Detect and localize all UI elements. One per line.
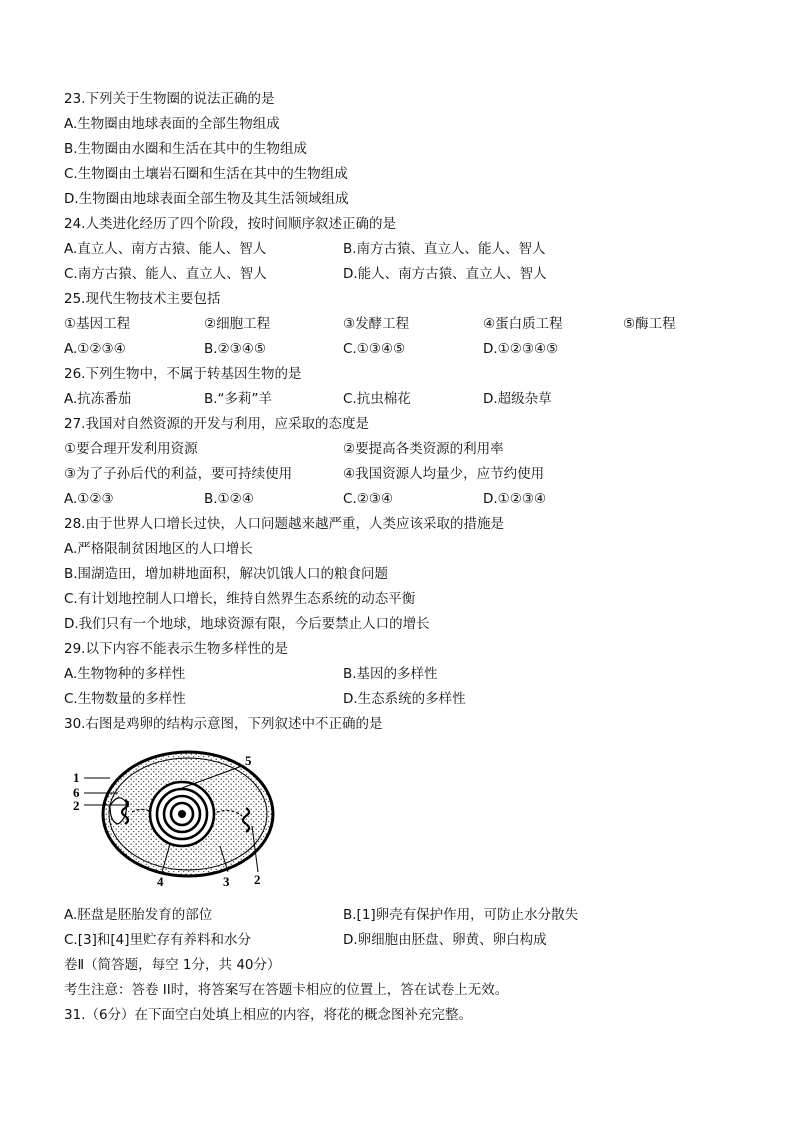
q23-option-d: D.生物圈由地球表面全部生物及其生活领域组成 [64, 191, 349, 207]
q27-option-a: A.①②③ [64, 491, 114, 507]
q25-item-3: ③发酵工程 [343, 316, 410, 332]
q30-option-b: B.[1]卵壳有保护作用，可防止水分散失 [343, 907, 579, 923]
q27-item-2: ②要提高各类资源的利用率 [343, 441, 504, 457]
q23-option-a: A.生物圈由地球表面的全部生物组成 [64, 116, 280, 132]
q26-stem: 26.下列生物中，不属于转基因生物的是 [64, 366, 302, 382]
q24-option-d: D.能人、南方古猿、直立人、智人 [343, 266, 547, 282]
q23-option-c: C.生物圈由土壤岩石圈和生活在其中的生物组成 [64, 166, 348, 182]
q27-option-d: D.①②③④ [483, 491, 547, 507]
q28-option-d: D.我们只有一个地球，地球资源有限，今后要禁止人口的增长 [64, 616, 430, 632]
q29-option-d: D.生态系统的多样性 [343, 691, 466, 707]
q29-option-b: B.基因的多样性 [343, 666, 438, 682]
q25-option-d: D.①②③④⑤ [483, 341, 559, 357]
label-4: 4 [157, 874, 164, 889]
q27-option-c: C.②③④ [343, 491, 394, 507]
section2-note: 考生注意：答卷 II时，将答案写在答题卡相应的位置上，答在试卷上无效。 [64, 982, 509, 998]
q26-option-c: C.抗虫棉花 [343, 391, 411, 407]
q23-option-b: B.生物圈由水圈和生活在其中的生物组成 [64, 141, 308, 157]
q28-option-a: A.严格限制贫困地区的人口增长 [64, 541, 253, 557]
germinal-disc [178, 810, 186, 818]
q31-stem: 31.（6分）在下面空白处填上相应的内容，将花的概念图补充完整。 [64, 1007, 473, 1023]
q26-option-d: D.超级杂草 [483, 391, 552, 407]
q25-option-a: A.①②③④ [64, 341, 126, 357]
q25-item-5: ⑤酶工程 [623, 316, 676, 332]
q27-option-b: B.①②④ [204, 491, 254, 507]
section2-title: 卷Ⅱ（简答题，每空 1分，共 40分） [64, 957, 281, 973]
q28-option-b: B.围湖造田，增加耕地面积，解决饥饿人口的粮食问题 [64, 566, 389, 582]
q25-option-c: C.①③④⑤ [343, 341, 406, 357]
q25-item-4: ④蛋白质工程 [483, 316, 563, 332]
q27-item-4: ④我国资源人均量少，应节约使用 [343, 466, 545, 482]
q30-option-c: C.[3]和[4]里贮存有养料和水分 [64, 932, 251, 948]
q29-option-c: C.生物数量的多样性 [64, 691, 186, 707]
q25-stem: 25.现代生物技术主要包括 [64, 291, 221, 307]
q25-item-2: ②细胞工程 [204, 316, 271, 332]
q29-option-a: A.生物物种的多样性 [64, 666, 186, 682]
q25-item-1: ①基因工程 [64, 316, 131, 332]
q30-stem: 30.右图是鸡卵的结构示意图，下列叙述中不正确的是 [64, 716, 383, 732]
label-2-left: 2 [73, 798, 80, 813]
label-6: 6 [73, 785, 80, 800]
q28-stem: 28.由于世界人口增长过快，人口问题越来越严重，人类应该采取的措施是 [64, 516, 504, 532]
label-3: 3 [223, 874, 230, 889]
q27-stem: 27.我国对自然资源的开发与利用，应采取的态度是 [64, 416, 369, 432]
label-2-right: 2 [254, 872, 261, 887]
q23-stem: 23.下列关于生物圈的说法正确的是 [64, 91, 275, 107]
q24-option-a: A.直立人、南方古猿、能人、智人 [64, 241, 267, 257]
q24-option-c: C.南方古猿、能人、直立人、智人 [64, 266, 267, 282]
q27-item-1: ①要合理开发利用资源 [64, 441, 198, 457]
q26-option-a: A.抗冻番茄 [64, 391, 132, 407]
q26-option-b: B.“多莉”羊 [204, 391, 273, 407]
q29-stem: 29.以下内容不能表示生物多样性的是 [64, 641, 288, 657]
q27-item-3: ③为了子孙后代的利益，要可持续使用 [64, 466, 293, 482]
egg-structure-diagram [70, 748, 285, 890]
q24-stem: 24.人类进化经历了四个阶段，按时间顺序叙述正确的是 [64, 216, 396, 232]
q28-option-c: C.有计划地控制人口增长，维持自然界生态系统的动态平衡 [64, 591, 416, 607]
q25-option-b: B.②③④⑤ [204, 341, 266, 357]
q24-option-b: B.南方古猿、直立人、能人、智人 [343, 241, 546, 257]
label-1: 1 [73, 770, 80, 785]
q30-option-d: D.卵细胞由胚盘、卵黄、卵白构成 [343, 932, 547, 948]
q30-option-a: A.胚盘是胚胎发育的部位 [64, 907, 213, 923]
label-5: 5 [245, 753, 252, 768]
